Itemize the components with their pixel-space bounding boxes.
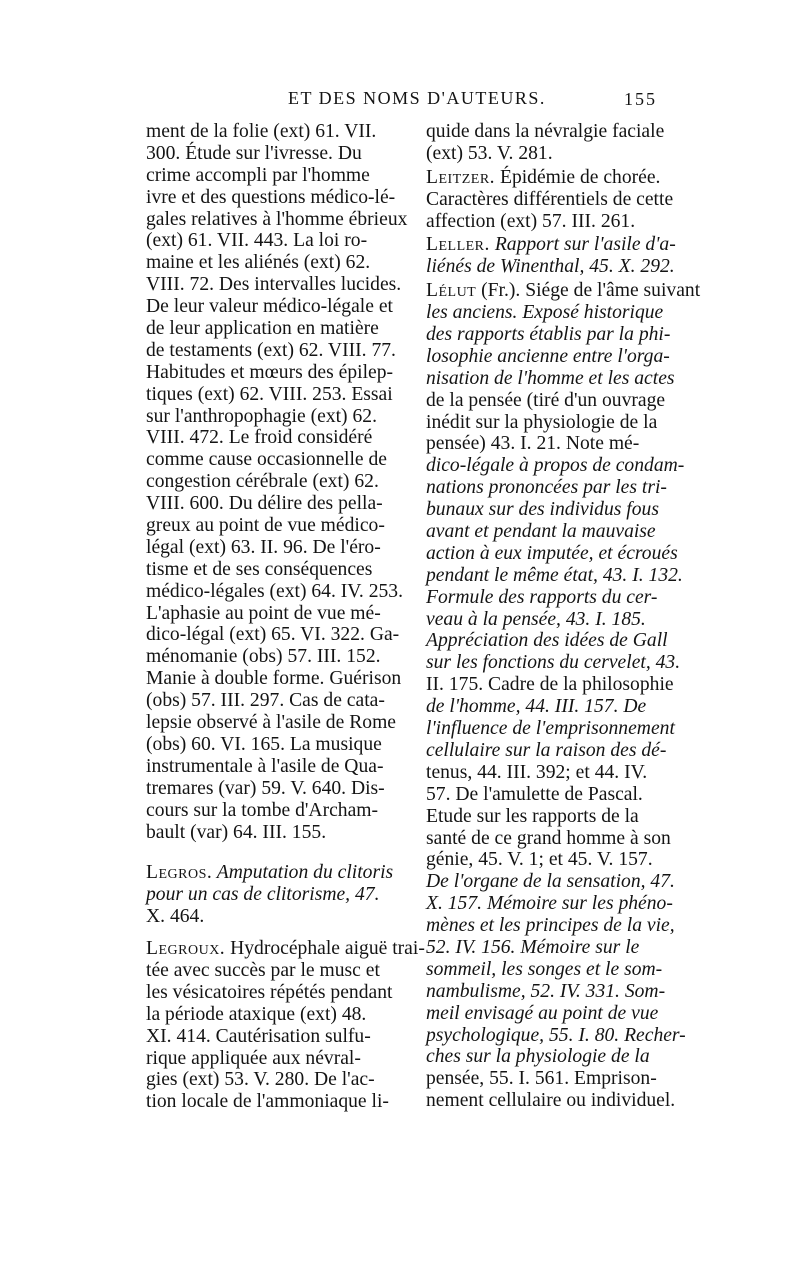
text-line: (obs) 57. III. 297. Cas de cata-	[146, 690, 385, 712]
text-line: gales relatives à l'homme ébrieux	[146, 208, 408, 230]
text-line: mènes et les principes de la vie,	[426, 915, 675, 937]
text-line: gies (ext) 53. V. 280. De l'ac-	[146, 1069, 375, 1091]
text-line: tiques (ext) 62. VIII. 253. Essai	[146, 383, 393, 405]
text-line: ivre et des questions médico-lé-	[146, 186, 396, 208]
title-italic: pour un cas de clitorisme, 47.	[146, 884, 380, 906]
text-line: tée avec succès par le musc et	[146, 959, 380, 981]
text-line	[146, 862, 394, 884]
text-line: veau à la pensée, 43. I. 185.	[426, 608, 646, 630]
text-line: X. 464.	[146, 906, 205, 928]
entry-lelut	[426, 280, 701, 1112]
text-line: de leur application en matière	[146, 318, 379, 340]
entry-legros	[146, 862, 394, 928]
text-line: Appréciation des idées de Gall	[426, 630, 668, 652]
text-line: XI. 414. Cautérisation sulfu-	[146, 1025, 371, 1047]
text-line: avant et pendant la mauvaise	[426, 521, 656, 543]
text-line: Habitudes et mœurs des épilep-	[146, 361, 394, 383]
text-line: tenus, 44. III. 392; et 44. IV.	[426, 761, 648, 783]
text-line: losophie ancienne entre l'orga-	[426, 345, 670, 367]
text-line: tisme et de ses conséquences	[146, 558, 373, 580]
author-name: Leitzer.	[426, 166, 496, 188]
text-line: de l'homme, 44. III. 157. De	[426, 696, 647, 718]
entry-continuation-left	[146, 121, 408, 843]
text-line: les vésicatoires répétés pendant	[146, 981, 393, 1003]
text-line: VIII. 600. Du délire des pella-	[146, 493, 383, 515]
text-line: ménomanie (obs) 57. III. 152.	[146, 646, 381, 668]
text-line: santé de ce grand homme à son	[426, 827, 671, 849]
text-line: cours sur la tombe d'Archam-	[146, 799, 379, 821]
text-line: congestion cérébrale (ext) 62.	[146, 471, 379, 493]
author-name: Legroux.	[146, 938, 226, 960]
text-line: meil envisagé au point de vue	[426, 1002, 659, 1024]
text-line: sur les fonctions du cervelet, 43.	[426, 652, 681, 674]
text-line: VIII. 472. Le froid considéré	[146, 427, 373, 449]
text-line: 57. De l'amulette de Pascal.	[426, 783, 643, 805]
entry-leller	[426, 234, 676, 278]
text-line: Caractères différentiels de cette	[426, 188, 674, 210]
entry-leitzer	[426, 166, 674, 233]
text-line: légal (ext) 63. II. 96. De l'éro-	[146, 536, 381, 558]
text-line: sur l'anthropophagie (ext) 62.	[146, 405, 377, 427]
right-column	[426, 121, 701, 1112]
text-line: 300. Étude sur l'ivresse. Du	[146, 142, 362, 164]
text-line	[426, 256, 675, 278]
text-line: quide dans la névralgie faciale	[426, 121, 665, 142]
text-line: nations prononcées par les tri-	[426, 477, 667, 499]
text-line: 52. IV. 156. Mémoire sur le	[426, 936, 640, 958]
text-line: Lélut (Fr.). Siége de l'âme suivant	[426, 280, 701, 302]
text-line: pensée, 55. I. 561. Emprison-	[426, 1068, 657, 1090]
author-name: Lélut	[426, 280, 477, 302]
text-line: pensée) 43. I. 21. Note mé-	[426, 433, 640, 455]
text-line: dico-légal (ext) 65. VI. 322. Ga-	[146, 624, 400, 646]
text-line: ment de la folie (ext) 61. VII.	[146, 121, 377, 142]
text-line: lepsie observé à l'asile de Rome	[146, 712, 397, 734]
text-line: nement cellulaire ou individuel.	[426, 1090, 676, 1112]
text-line: des rapports établis par la phi-	[426, 324, 671, 346]
text-line: l'influence de l'emprisonnement	[426, 718, 675, 740]
entry-continuation-right	[426, 121, 671, 165]
text-line: maine et les aliénés (ext) 62.	[146, 252, 371, 274]
text-line: pendant le même état, 43. I. 132.	[426, 564, 683, 586]
text-line: Leitzer. Épidémie de chorée.	[426, 166, 661, 188]
text-line: bault (var) 64. III. 155.	[146, 821, 327, 843]
title-italic: liénés de Winenthal, 45. X. 292.	[426, 256, 675, 278]
entry-legroux	[146, 938, 425, 1113]
text-line: X. 157. Mémoire sur les phéno-	[426, 893, 673, 915]
text-line	[146, 884, 390, 906]
text-line: II. 175. Cadre de la philosophie	[426, 674, 674, 696]
text-line: Formule des rapports du cer-	[426, 586, 658, 608]
text-line: inédit sur la physiologie de la	[426, 411, 658, 433]
text-line: bunaux sur des individus fous	[426, 499, 659, 521]
text-line: cellulaire sur la raison des dé-	[426, 739, 667, 761]
text-line: sommeil, les songes et le som-	[426, 958, 663, 980]
text-line: les anciens. Exposé historique	[426, 302, 664, 324]
text-line: (ext) 61. VII. 443. La loi ro-	[146, 230, 368, 252]
text-line: greux au point de vue médico-	[146, 515, 385, 537]
text-line: tremares (var) 59. V. 640. Dis-	[146, 777, 385, 799]
text-line: De l'organe de la sensation, 47.	[426, 871, 675, 893]
text-line: nambulisme, 52. IV. 331. Som-	[426, 980, 666, 1002]
text-line: nisation de l'homme et les actes	[426, 367, 675, 389]
text-line: (obs) 60. VI. 165. La musique	[146, 733, 382, 755]
text-line: rique appliquée aux névral-	[146, 1047, 361, 1069]
text-line: De leur valeur médico-légale et	[146, 296, 393, 318]
page-header	[0, 88, 800, 114]
text-line: Manie à double forme. Guérison	[146, 668, 402, 690]
text-line: (ext) 53. V. 281.	[426, 142, 553, 164]
text-line: dico-légale à propos de condam-	[426, 455, 685, 477]
text-line: action à eux imputée, et écroués	[426, 542, 678, 564]
text-line	[426, 234, 676, 256]
text-line: tion locale de l'ammoniaque li-	[146, 1091, 389, 1113]
text-line: Legroux. Hydrocéphale aiguë trai-	[146, 938, 425, 960]
text-line: affection (ext) 57. III. 261.	[426, 210, 636, 232]
text-line: comme cause occasionnelle de	[146, 449, 387, 471]
text-line: Etude sur les rapports de la	[426, 805, 639, 827]
text-line: L'aphasie au point de vue mé-	[146, 602, 381, 624]
text-line: ches sur la physiologie de la	[426, 1046, 650, 1068]
text-line: la période ataxique (ext) 48.	[146, 1003, 367, 1025]
text-line: crime accompli par l'homme	[146, 164, 370, 186]
title-italic: Rapport sur l'asile d'a-	[489, 234, 676, 256]
author-name: Leller.	[426, 234, 490, 256]
title-italic: Amputation du clitoris	[212, 862, 394, 884]
text-line: médico-légales (ext) 64. IV. 253.	[146, 580, 404, 602]
text-line: génie, 45. V. 1; et 45. V. 157.	[426, 849, 653, 871]
running-title: ET DES NOMS D'AUTEURS.	[288, 88, 546, 108]
text-line: instrumentale à l'asile de Qua-	[146, 755, 384, 777]
text-line: de testaments (ext) 62. VIII. 77.	[146, 339, 396, 361]
author-name: Legros.	[146, 862, 213, 884]
left-column	[146, 121, 425, 1113]
text-line: de la pensée (tiré d'un ouvrage	[426, 389, 666, 411]
page-number: 155	[624, 89, 657, 109]
text-line: psychologique, 55. I. 80. Recher-	[426, 1024, 686, 1046]
text-line: VIII. 72. Des intervalles lucides.	[146, 274, 402, 296]
